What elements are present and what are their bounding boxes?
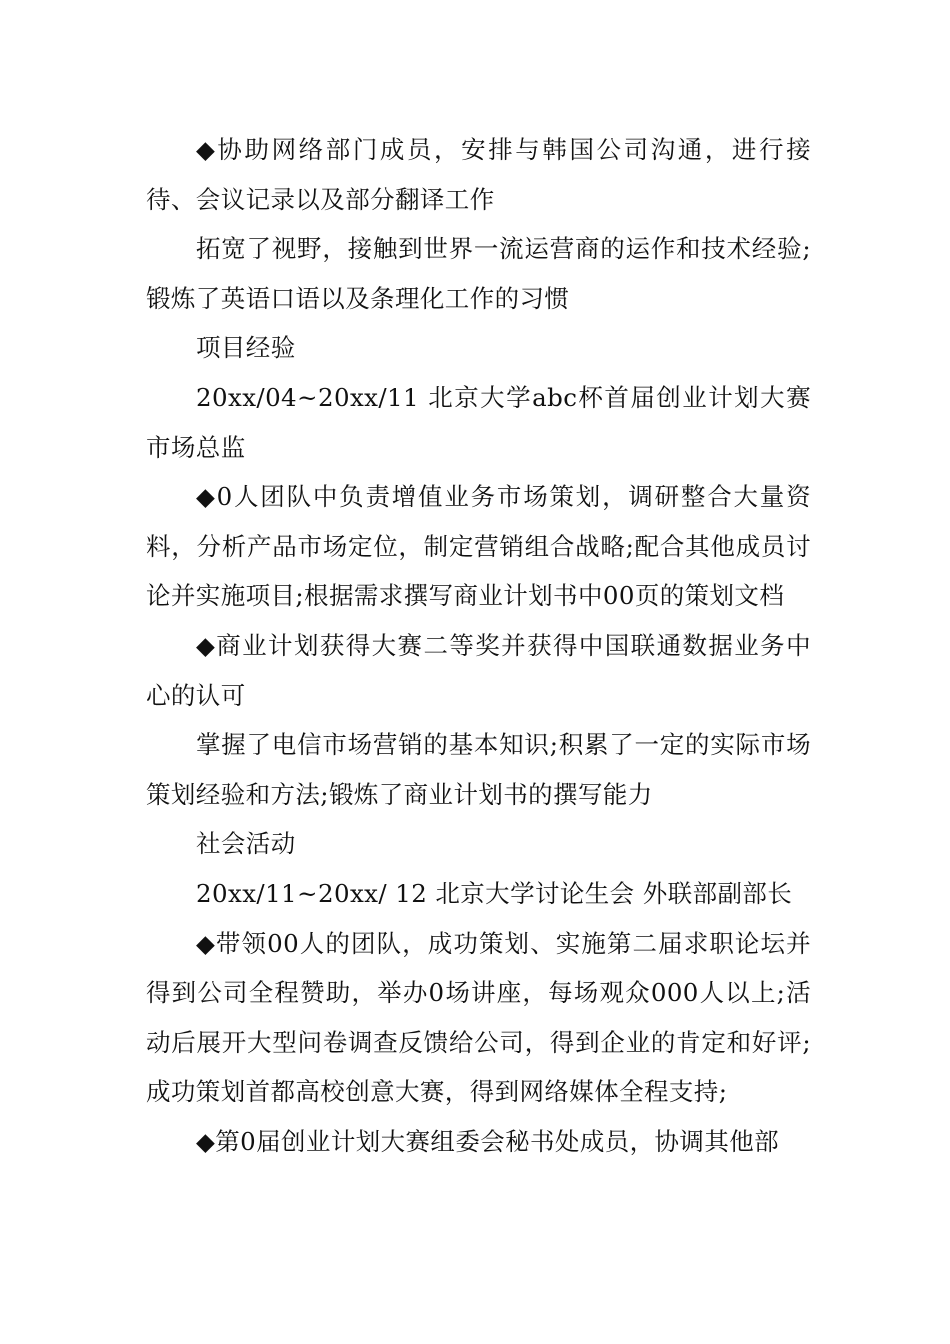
project-entry-header: 20xx/04~20xx/11 北京大学abc杯首届创业计划大赛 市场总监 (146, 382, 811, 462)
bullet-paragraph-korea-communication: ◆协助网络部门成员，安排与韩国公司沟通，进行接待、会议记录以及部分翻译工作 (146, 135, 811, 214)
paragraph-telecom-knowledge: 掌握了电信市场营销的基本知识;积累了一定的实际市场策划经验和方法;锻炼了商业计划书的撰写能力 (146, 730, 811, 809)
bullet-paragraph-award: ◆商业计划获得大赛二等奖并获得中国联通数据业务中心的认可 (146, 630, 811, 710)
bullet-paragraph-secretariat: ◆第0届创业计划大赛组委会秘书处成员，协调其他部 (196, 1126, 780, 1156)
document-body (146, 125, 811, 1166)
activity-entry-header: 20xx/11~20xx/ 12 北京大学讨论生会 外联部副部长 (196, 878, 793, 908)
bullet-paragraph-marketing-planning: ◆0人团队中负责增值业务市场策划，调研整合大量资料，分析产品市场定位，制定营销组合战略;配合其他成员讨论并实施项目;根据需求撰写商业计划书中00页的策划文档 (146, 482, 811, 611)
section-heading-social-activities: 社会活动 (196, 829, 296, 859)
paragraph-vision-gain: 拓宽了视野，接触到世界一流运营商的运作和技术经验;锻炼了英语口语以及条理化工作的习惯 (146, 234, 811, 313)
section-heading-project-experience: 项目经验 (196, 333, 296, 363)
bullet-paragraph-career-forum: ◆带领00人的团队，成功策划、实施第二届求职论坛并得到公司全程赞助，举办0场讲座，每场观众000人以上;活动后展开大型问卷调查反馈给公司，得到企业的肯定和好评;成功策划首都高校创意大赛，得到网络媒体全程支持; (146, 928, 811, 1107)
